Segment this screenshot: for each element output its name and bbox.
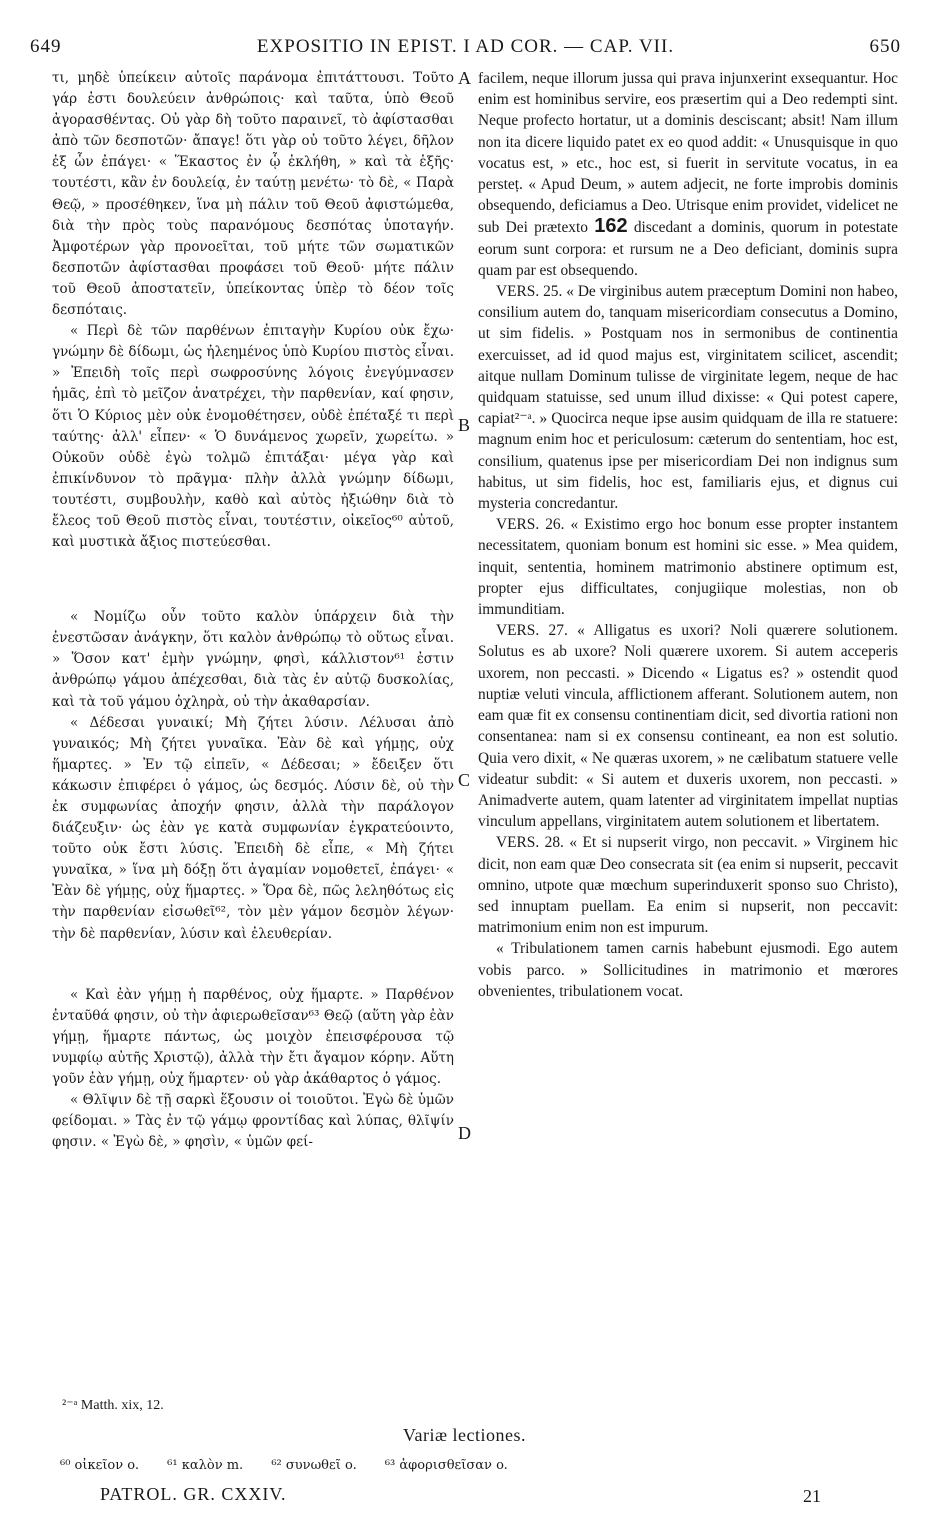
variae-lectiones-title: Variæ lectiones. — [403, 1425, 526, 1445]
variant-readings — [60, 1458, 532, 1473]
footer-sheet-number: 21 — [803, 1486, 821, 1506]
variant-reading: ⁶¹ καλὸν m. — [167, 1458, 244, 1473]
page-number-left: 649 — [30, 36, 62, 57]
running-title: EXPOSITIO IN EPIST. I AD COR. — CAP. VII. — [256, 36, 675, 57]
variant-reading: ⁶⁰ οἰκεῖον o. — [60, 1458, 140, 1473]
margin-marker-a: A — [458, 68, 471, 88]
running-header — [30, 36, 901, 60]
latin-paragraph: VERS. 26. « Existimo ergo hoc bonum esse propter instantem necessitatem, quoniam bonum est homini sic esse. » Mea quidem, inquit, sententia, hominem matrimonio abstinere optimum est, propter ejus difficultates, conjugiique molestias, non ob immunditiam. — [478, 516, 898, 619]
variant-reading: ⁶³ ἀφορισθεῖσαν o. — [384, 1458, 508, 1473]
column-number-marker: 162 — [594, 215, 628, 238]
column-gap — [52, 553, 454, 607]
greek-paragraph: « Νομίζω οὖν τοῦτο καλὸν ὑπάρχειν διὰ τὴν ἐνεστῶσαν ἀνάγκην, ὅτι καλὸν ἀνθρώπῳ τὸ οὕτως εἶναι. » Ὅσον κατ' ἐμὴν γνώμην, φησὶ, κάλλιστον⁶¹ ἐστιν ἀνθρώπῳ γάμου ἀπέχεσθαι, διὰ τὰς ἐν αὐτῷ δυσκολίας, καὶ τὰ τοῦ γάμου ὀχληρὰ, οὐ τὴν ἀκαθαρσίαν. — [52, 609, 454, 710]
greek-paragraph: « Θλῖψιν δὲ τῇ σαρκὶ ἕξουσιν οἱ τοιοῦτοι. Ἐγὼ δὲ ὑμῶν φείδομαι. » Τὰς ἐν τῷ γάμῳ φροντίδας καὶ λύπας, θλῖψίν φησιν. « Ἐγὼ δὲ, » φησὶν, « ὑμῶν φεί- — [52, 1092, 454, 1151]
latin-paragraph: VERS. 28. « Et si nupserit virgo, non peccavit. » Virginem hic dicit, non eam quæ Deo consecrata sit (ea enim si nupserit, peccavit omnino, utpote quæ mœchum superinduxerit sponso suo Christo), sed innuptam puellam. Ea enim si nupserit, non peccavit: matrimonium enim non est impurum. — [478, 834, 898, 937]
margin-marker-c: C — [458, 770, 471, 790]
latin-column — [478, 68, 898, 1002]
greek-paragraph: « Καὶ ἐὰν γήμῃ ἡ παρθένος, οὐχ ἥμαρτε. » Παρθένον ἐνταῦθά φησιν, οὐ τὴν ἀφιερωθεῖσαν⁶³ Θεῷ (αὕτη γὰρ ἐὰν γήμῃ, ἥμαρτε πάντως, ὡς μοιχὸν ἐπεισφέρουσα τῷ νυμφίῳ αὐτῆς Χριστῷ), ἀλλὰ τὴν ἔτι ἄγαμον κόρην. Αὕτη γοῦν ἐὰν γήμῃ, οὐχ ἥμαρτεν· οὐ γὰρ ἀκάθαρτος ὁ γάμος. — [52, 986, 454, 1088]
variant-reading: ⁶² συνωθεῖ o. — [271, 1458, 357, 1473]
margin-marker-b: B — [458, 415, 471, 435]
latin-text: discedant a dominis, quorum in potestate eorum sunt corpora: et rursum ne a Deo deficiant, dominis supra quam par est obsequendo. — [478, 219, 898, 279]
greek-column — [52, 68, 454, 1153]
margin-marker-d: D — [458, 1123, 471, 1143]
latin-paragraph: VERS. 25. « De virginibus autem præceptum Domini non habeo, consilium autem do, tanquam misericordiam consecutus a Domino, ut sim fidelis. » Postquam nos in sermonibus de continentia exercuisset, ad id quod majus est, virginitatem scilicet, ascendit; aitque nullam Dominum tulisse de virginitate legem, neque de hac quidquam statuisse, sed unum illud dixisse: « Qui potest capere, capiat²⁻ᵃ. » Quocirca neque ipse ausim quidquam de illa re statuere: magnum enim hoc et periculosum: cæterum do sententiam, hoc est, consilium, quatenus ipse per misericordiam Dei non indignus sum habitus, ut sim fidelis, hoc est, familiaris ejus, et dignus cui mysteria concredantur. — [478, 283, 898, 513]
latin-paragraph: « Tribulationem tamen carnis habebunt ejusmodi. Ego autem vobis parco. » Sollicitudines in matrimonio et mœrores obvenientes, tribulationem vocat. — [478, 940, 898, 1000]
column-gap — [52, 945, 454, 985]
page-number-right: 650 — [869, 36, 901, 57]
greek-paragraph: τι, μηδὲ ὑπείκειν αὐτοῖς παράνομα ἐπιτάττουσι. Τοῦτο γάρ ἐστι δουλεύειν ἀνθρώποις· καὶ ταῦτα, ὑπὸ Θεοῦ ἀγορασθέντας. Οὐ γὰρ δὴ τοῦτο παραινεῖ, τὸ ἀφίστασθαι ἀπὸ τῶν δεσποτῶν· ἄπαγε! ὅτι γὰρ οὐ τοῦτο λέγει, δῆλον ἐξ ὧν ἐπάγει· « Ἕκαστος ἐν ᾧ ἐκλήθη, » καὶ τὰ ἑξῆς· τουτέστι, κἂν ἐν δουλείᾳ, ἐν ταύτῃ μενέτω· τὸ δὲ, « Παρὰ Θεῷ, » προσέθηκεν, ἵνα μὴ πάλιν τοῦ Θεοῦ ἀφιστώμεθα, διὰ τὴν πρὸς τοὺς παρανόμους δεσπότας ὑποταγήν. Ἀμφοτέρων γὰρ προνοεῖται, τοῦ μήτε τῶν σωματικῶν δεσποτῶν ἀφίστασθαι προφάσει τοῦ Θεοῦ· μήτε πάλιν τοῦ Θεοῦ ἀποστατεῖν, ὑπείκοντας ὑπὲρ τὸ δέον τοῖς δεσπόταις. — [52, 70, 454, 319]
latin-paragraph: VERS. 27. « Alligatus es uxori? Noli quærere solutionem. Solutus es ab uxore? Noli quærere uxorem. Si autem acceperis uxorem, non peccasti. » Dicendo « Ligatus es? » ostendit quod nuptiæ veluti vincula, afflictionem afferant. Solutionem autem, non eam quæ fit ex consensu continentiam dicit, sed divortia rationi non consentanea: nam si ex consensu contineant, ea non est solutio. Quia vero dixit, « Ne quæras uxorem, » ne cælibatum statuere velle videatur subdit: « Si autem et duxeris uxorem, non peccasti. » Animadverte autem, quam latenter ad virginitatem impellat nuptias vinculum appellans, virginitatem autem solutionem et libertatem. — [478, 622, 898, 831]
greek-paragraph: « Δέδεσαι γυναικί; Μὴ ζήτει λύσιν. Λέλυσαι ἀπὸ γυναικός; Μὴ ζήτει γυναῖκα. Ἐὰν δὲ καὶ γήμῃς, οὐχ ἥμαρτες. » Ἐν τῷ εἰπεῖν, « Δέδεσαι; » ἔδειξεν ὅτι κάκωσιν ἐπιφέρει ὁ γάμος, ὡς δεσμός. Λύσιν δὲ, οὐ τὴν ἐκ συμφωνίας ἀποχήν φησιν, ἀλλὰ τὴν παράλογον διάζευξιν· ὡς ἐὰν γε κατὰ συμφωνίαν ἐγκρατεύοιντο, τοῦτο οὐκ ἔστι λύσις. Ἐπειδὴ δὲ εἶπε, « Μὴ ζήτει γυναῖκα, » ἵνα μὴ δόξῃ ὅτι ἀγαμίαν νομοθετεῖ, ἐπάγει· « Ἐὰν δὲ γήμῃς, οὐχ ἥμαρτες. » Ὅρα δὲ, πῶς λεληθότως εἰς τὴν παρθενίαν εἰσωθεῖ⁶², τὸν μὲν γάμον δεσμὸν λέγων· τὴν δὲ παρθενίαν, λύσιν καὶ ἐλευθερίαν. — [52, 714, 454, 942]
latin-paragraph — [478, 68, 898, 281]
greek-paragraph: « Περὶ δὲ τῶν παρθένων ἐπιταγὴν Κυρίου οὐκ ἔχω· γνώμην δὲ δίδωμι, ὡς ἠλεημένος ὑπὸ Κυρίου πιστὸς εἶναι. » Ἐπειδὴ τοῖς περὶ σωφροσύνης λόγοις ἐνεγύμνασεν ἡμᾶς, ἐπὶ τὸ μεῖζον ἀνατρέχει, τὴν παρθενίαν, καί φησιν, ὅτι Ὁ Κύριος μὲν οὐκ ἐνομοθέτησεν, οὐδὲ ἐπέταξέ τι περὶ ταύτης· ἀλλ' εἶπεν· « Ὁ δυνάμενος χωρεῖν, χωρείτω. » Οὐκοῦν οὐδὲ ἐγὼ τολμῶ ἐπιτάξαι· μέγα γὰρ καὶ ἐπικίνδυνον τὸ πρᾶγμα· πλὴν ἀλλὰ γνώμην δίδωμι, τουτέστι, συμβουλὴν, καθὸ καὶ αὐτὸς ἠξιώθην διὰ τὸ ἔλεος τοῦ Θεοῦ πιστὸς εἶναι, τουτέστιν, οἰκεῖος⁶⁰ αὐτοῦ, καὶ μυστικὰ ἄξιος πιστεύεσθαι. — [52, 323, 454, 551]
footnote: ²⁻ᵃ Matth. xix, 12. — [62, 1398, 164, 1413]
latin-text: facilem, neque illorum jussa qui prava injunxerint exsequantur. Hoc enim est hominibus servire, eos præsertim qui a Deo redempti sint. Neque profecto hortatur, ut a dominis desciscant; absit! Nam illum non ita dicere liquido patet ex eo quod addit: « Unusquisque in quo vocatus est, » etc., hoc est, si fuerit in servitute vocatus, in ea persteț. « Apud Deum, » autem adjecit, ne forte improbis dominis obsequendo, deficiamus a Deo. Utrisque enim providet, videlicet ne sub Dei prætexto — [478, 70, 898, 237]
footer-signature: PATROL. GR. CXXIV. — [100, 1484, 287, 1504]
